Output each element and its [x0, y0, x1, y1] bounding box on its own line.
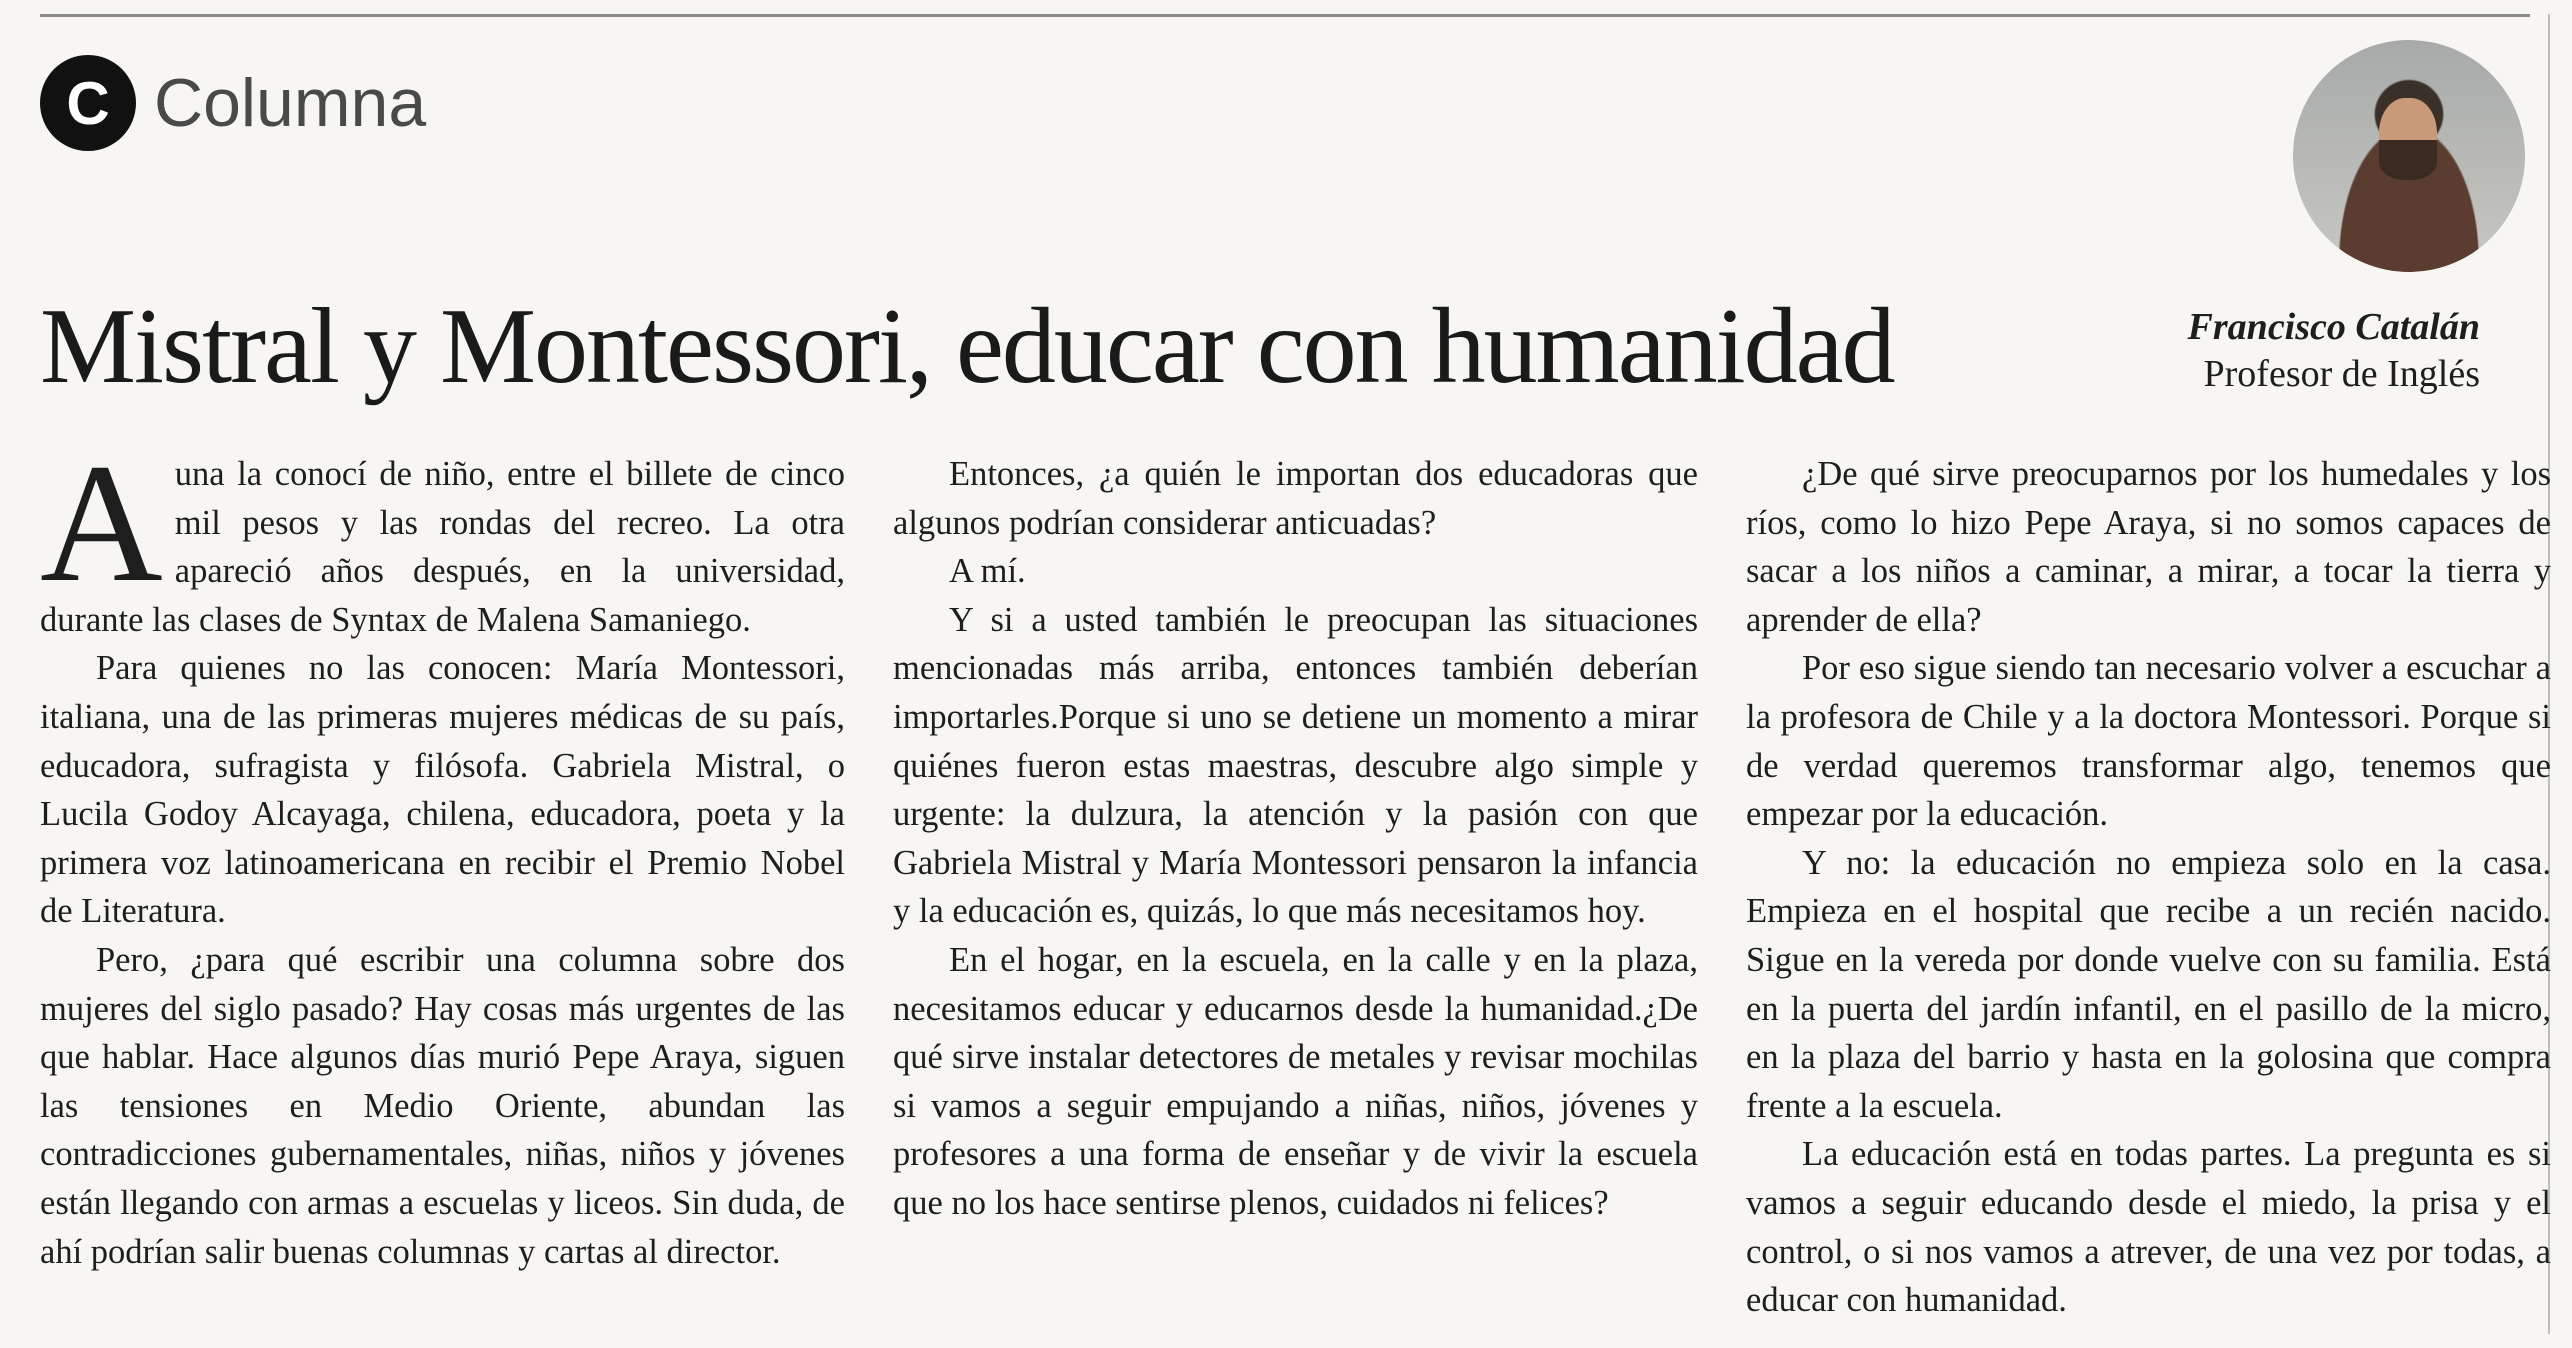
article-column-3 — [1746, 450, 2551, 1325]
section-label: Columna — [154, 65, 427, 141]
article-column-2 — [893, 450, 1698, 1228]
author-beard — [2379, 140, 2437, 180]
section-logo-icon: C — [40, 55, 136, 151]
article-paragraph: ¿De qué sirve preocuparnos por los humedales y los ríos, como lo hizo Pepe Araya, si no somos capaces de sacar a los niños a caminar, a mirar, a tocar la tierra y aprender de ella? — [1746, 455, 2551, 639]
paragraph-text: una la conocí de niño, entre el billete de cinco mil pesos y las rondas del recreo. La otra apareció años después, en la universidad, durante las clases de Syntax de Malena Samaniego. — [40, 455, 845, 639]
article-paragraph: Entonces, ¿a quién le importan dos educadoras que algunos podrían considerar anticuadas? — [893, 455, 1698, 542]
article-paragraph: Y si a usted también le preocupan las situaciones mencionadas más arriba, entonces también deberían importarles.Porque si uno se detiene un momento a mirar quiénes fueron estas maestras, descubre algo simple y urgente: la dulzura, la atención y la pasión con que Gabriela Mistral y María Montessori pensaron la infancia y la educación es, quizás, lo que más necesitamos hoy. — [893, 600, 1698, 931]
author-name: Francisco Catalán — [2187, 306, 2480, 348]
headline: Mistral y Montessori, educar con humanidad — [40, 287, 1894, 406]
article-paragraph: En el hogar, en la escuela, en la calle y en la plaza, necesitamos educar y educarnos desde la humanidad.¿De qué sirve instalar detectores de metales y revisar mochilas si vamos a seguir empujando a niñas, niños, jóvenes y profesores a una forma de enseñar y de vivir la escuela que no los hace sentirse plenos, cuidados ni felices? — [893, 940, 1698, 1222]
author-role: Profesor de Inglés — [2203, 353, 2480, 395]
article-column-1 — [40, 429, 845, 1276]
article-paragraph: Pero, ¿para qué escribir una columna sobre dos mujeres del siglo pasado? Hay cosas más urgentes de las que hablar. Hace algunos días murió Pepe Araya, siguen las tensiones en Medio Oriente, abundan las contradicciones gubernamentales, niñas, niños y jóvenes están llegando con armas a escuelas y liceos. Sin duda, de ahí podrían salir buenas columnas y cartas al director. — [40, 940, 845, 1271]
top-rule — [40, 14, 2530, 17]
article-paragraph — [40, 429, 845, 644]
article-paragraph: Por eso sigue siendo tan necesario volver a escuchar a la profesora de Chile y a la doctora Montessori. Porque si de verdad queremos transformar algo, tenemos que empezar por la educación. — [1746, 649, 2551, 834]
article-paragraph: A mí. — [949, 552, 1026, 591]
article-paragraph: Y no: la educación no empieza solo en la casa. Empieza en el hospital que recibe a un recién nacido. Sigue en la vereda por donde vuelve con su familia. Está en la puerta del jardín infantil, en el pasillo de la micro, en la plaza del barrio y hasta en la golosina que compra frente a la escuela. — [1746, 843, 2551, 1125]
author-photo — [2293, 40, 2525, 272]
drop-cap: A — [40, 429, 163, 617]
article-paragraph: Para quienes no las conocen: María Montessori, italiana, una de las primeras mujeres médicas de su país, educadora, sufragista y filósofa. Gabriela Mistral, o Lucila Godoy Alcayaga, chilena, educadora, poeta y la primera voz latinoamericana en recibir el Premio Nobel de Literatura. — [40, 649, 845, 931]
article-paragraph: La educación está en todas partes. La pregunta es si vamos a seguir educando desde el miedo, la prisa y el control, o si nos vamos a atrever, de una vez por todas, a educar con humanidad. — [1746, 1135, 2551, 1320]
section-header — [40, 55, 426, 151]
